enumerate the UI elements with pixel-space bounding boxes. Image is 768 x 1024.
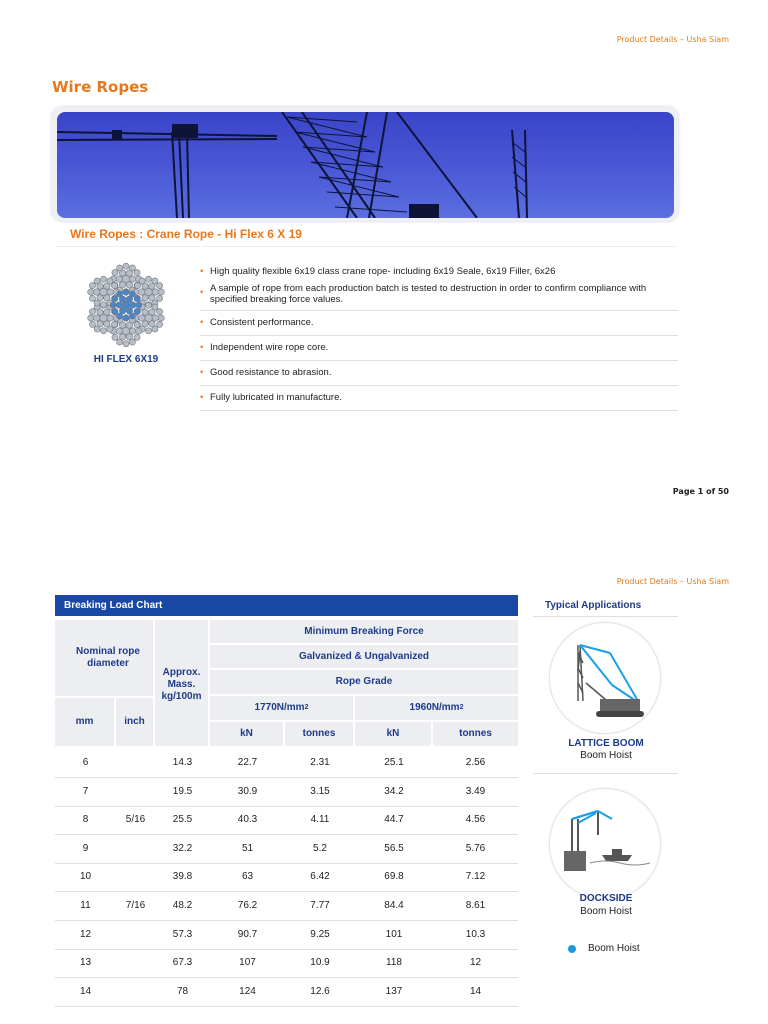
- cell-kn-1770: 22.7: [237, 757, 258, 768]
- table-row: [55, 921, 518, 950]
- typical-applications-title: Typical Applications: [533, 597, 678, 617]
- feature-list: [200, 262, 678, 411]
- cell-tonnes-1770: 2.31: [310, 757, 330, 768]
- cell-inch: [116, 949, 155, 977]
- table-row: [55, 749, 518, 778]
- cell-kn-1770: 63: [241, 871, 254, 883]
- cell-mass: 48.2: [172, 900, 193, 911]
- table-row: [55, 778, 518, 807]
- cell-tonnes-1960: 12: [469, 957, 482, 969]
- cell-kn-1960: 101: [385, 928, 403, 940]
- table-row: [55, 863, 518, 892]
- app-name: DOCKSIDE: [579, 893, 633, 904]
- cell-mass: 25.5: [172, 814, 193, 826]
- col-header-galvanized: Galvanized & Ungalvanized: [210, 645, 518, 668]
- col-header-nominal: Nominal rope diameter: [55, 620, 153, 696]
- cell-kn-1960: 84.4: [384, 900, 404, 911]
- feature-item: • Independent wire rope core.: [200, 336, 678, 361]
- col-header-tonnes: tonnes: [285, 722, 353, 746]
- cell-mm: 7: [82, 785, 89, 797]
- cell-tonnes-1770: 4.11: [310, 814, 330, 826]
- cell-inch: [116, 835, 155, 863]
- cell-inch: 7/16: [125, 900, 146, 911]
- cell-mm: 10: [79, 871, 92, 883]
- wire-rope-cross-section-image: [80, 262, 172, 348]
- table-row: [55, 949, 518, 978]
- breaking-load-chart-title: Breaking Load Chart: [55, 595, 518, 616]
- divider: [533, 773, 678, 774]
- feature-item: • A sample of rope from each production batch is tested to destruction in order to confirm compliance with specified breaking force values.: [200, 279, 678, 311]
- cell-mass: 78: [176, 985, 189, 997]
- page-number: Page 1 of 50: [672, 487, 729, 496]
- col-header-mass: Approx. Mass. kg/100m: [155, 620, 208, 746]
- cell-kn-1770: 76.2: [237, 900, 258, 911]
- cell-tonnes-1960: 8.61: [465, 900, 486, 911]
- product-title: Wire Ropes : Crane Rope - Hi Flex 6 X 19: [70, 227, 302, 241]
- cell-kn-1960: 44.7: [384, 814, 404, 826]
- dockside-crane-icon: [549, 788, 661, 900]
- cell-tonnes-1960: 7.12: [465, 871, 486, 883]
- cell-kn-1770: 30.9: [237, 785, 258, 797]
- cell-tonnes-1960: 10.3: [465, 928, 486, 940]
- cell-inch: [116, 863, 155, 891]
- cell-kn-1770: 90.7: [237, 928, 258, 940]
- cell-tonnes-1770: 5.2: [313, 842, 327, 854]
- col-header-rope-grade: Rope Grade: [210, 670, 518, 694]
- col-header-kn: kN: [355, 722, 431, 746]
- col-header-grade-1770: 1770N/mm 2: [210, 696, 353, 720]
- boom-hoist-legend-dot: [568, 945, 576, 953]
- cell-tonnes-1960: 14: [469, 985, 482, 997]
- cell-kn-1770: 124: [239, 985, 256, 997]
- cell-kn-1960: 56.5: [384, 842, 404, 854]
- bullet-icon: •: [200, 266, 204, 277]
- table-row: [55, 835, 518, 864]
- header-link[interactable]: Product Details – Usha Siam: [616, 577, 729, 586]
- cell-tonnes-1770: 6.42: [310, 871, 330, 883]
- app-sub: Boom Hoist: [580, 750, 632, 761]
- feature-item: • High quality flexible 6x19 class crane rope- including 6x19 Seale, 6x19 Filler, 6x26: [200, 266, 556, 277]
- cell-mm: 13: [79, 957, 92, 969]
- cell-mm: 11: [80, 900, 91, 911]
- cell-mm: 14: [79, 985, 92, 997]
- col-header-kn: kN: [210, 722, 283, 746]
- cell-mass: 67.3: [172, 957, 193, 969]
- lattice-boom-crane-icon: [549, 622, 661, 734]
- table-row: [55, 978, 518, 1007]
- cell-kn-1960: 25.1: [384, 757, 404, 768]
- feature-item: • Good resistance to abrasion.: [200, 361, 678, 386]
- col-header-mm: mm: [55, 698, 114, 746]
- rope-label: HI FLEX 6X19: [93, 354, 159, 365]
- divider: [56, 246, 678, 247]
- bullet-icon: •: [200, 287, 204, 298]
- cell-inch: 5/16: [125, 814, 146, 826]
- cell-mm: 8: [82, 814, 89, 826]
- cell-tonnes-1770: 10.9: [310, 957, 330, 969]
- col-header-min-breaking-force: Minimum Breaking Force: [210, 620, 518, 643]
- app-name: LATTICE BOOM: [568, 738, 644, 749]
- legend-label: Boom Hoist: [588, 943, 640, 954]
- col-header-inch: inch: [116, 698, 153, 746]
- feature-item: • Fully lubricated in manufacture.: [200, 386, 678, 411]
- cell-tonnes-1770: 3.15: [310, 785, 330, 797]
- cell-kn-1960: 69.8: [384, 871, 404, 883]
- table-row: [55, 892, 518, 921]
- cell-tonnes-1770: 9.25: [310, 928, 330, 940]
- col-header-tonnes: tonnes: [433, 722, 518, 746]
- cell-tonnes-1770: 7.77: [310, 900, 330, 911]
- cell-kn-1770: 40.3: [237, 814, 258, 826]
- cell-tonnes-1770: 12.6: [310, 985, 330, 997]
- cell-inch: [116, 978, 155, 1006]
- cell-tonnes-1960: 2.56: [465, 757, 486, 768]
- cell-mm: 12: [79, 928, 92, 940]
- cell-tonnes-1960: 4.56: [465, 814, 486, 826]
- bullet-icon: •: [200, 392, 204, 403]
- bullet-icon: •: [200, 342, 204, 353]
- cell-mass: 39.8: [172, 871, 193, 883]
- table-row: [55, 806, 518, 835]
- cell-kn-1960: 137: [385, 985, 403, 997]
- bullet-icon: •: [200, 317, 204, 328]
- app-sub: Boom Hoist: [580, 906, 632, 917]
- feature-item: • Consistent performance.: [200, 311, 678, 336]
- cell-inch: [116, 921, 155, 949]
- cell-mass: 14.3: [172, 757, 193, 768]
- bullet-icon: •: [200, 367, 204, 378]
- cell-tonnes-1960: 5.76: [465, 842, 486, 854]
- cell-kn-1960: 34.2: [384, 785, 404, 797]
- cell-mm: 6: [82, 757, 89, 768]
- header-link[interactable]: Product Details – Usha Siam: [616, 35, 729, 44]
- cell-inch: [116, 778, 155, 806]
- cell-mass: 32.2: [172, 842, 193, 854]
- cell-tonnes-1960: 3.49: [465, 785, 486, 797]
- cell-mass: 19.5: [172, 785, 193, 797]
- crane-banner-image: [57, 112, 674, 218]
- cell-kn-1770: 107: [239, 957, 256, 969]
- cell-kn-1770: 51: [241, 842, 254, 854]
- cell-mass: 57.3: [172, 928, 193, 940]
- page-title: Wire Ropes: [52, 78, 149, 96]
- cell-inch: [116, 749, 155, 777]
- cell-kn-1960: 118: [386, 957, 402, 969]
- col-header-grade-1960: 1960N/mm 2: [355, 696, 518, 720]
- cell-mm: 9: [82, 842, 89, 854]
